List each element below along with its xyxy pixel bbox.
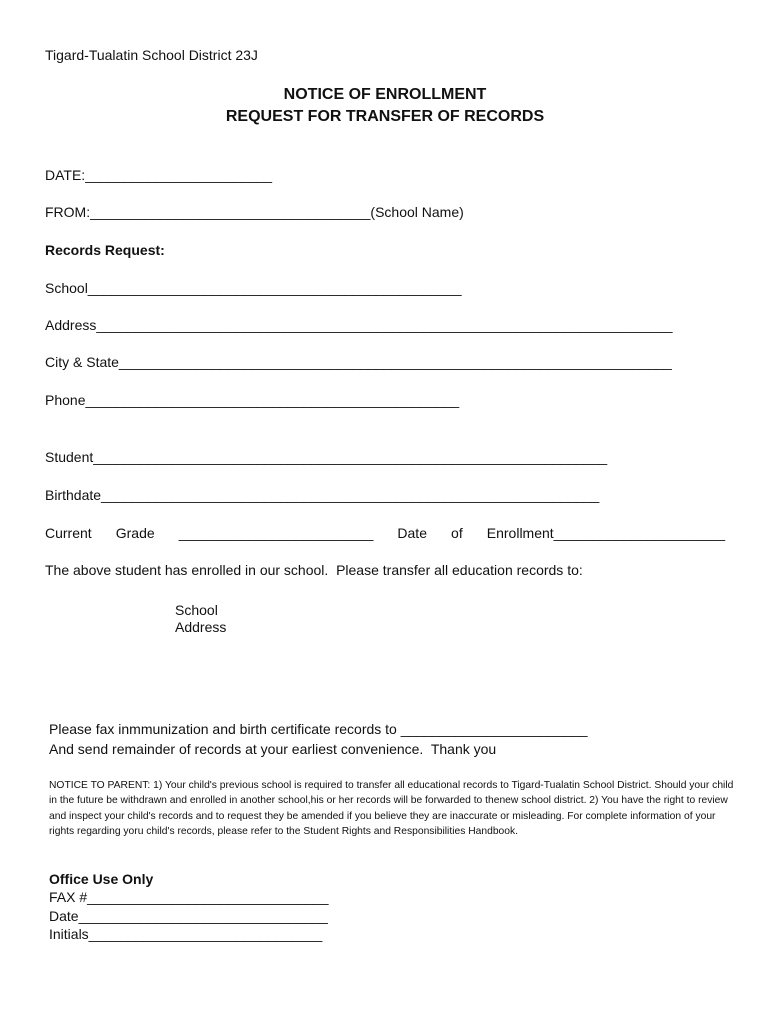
grade-enrollment-row	[45, 525, 725, 541]
transfer-statement: The above student has enrolled in our school. Please transfer all education records to:	[45, 562, 583, 578]
student-field: Student__________________________________________________________________	[45, 449, 608, 465]
enrollment-field: Enrollment______________________	[486, 525, 725, 541]
records-request-heading: Records Request:	[45, 242, 165, 258]
send-remainder-line: And send remainder of records at your earliest convenience. Thank you	[49, 741, 497, 757]
date-label: Date	[397, 525, 427, 541]
office-use-heading: Office Use Only	[49, 871, 154, 887]
from-field: FROM:____________________________________(School Name)	[45, 204, 464, 220]
birthdate-field: Birthdate________________________________________________________________	[45, 487, 600, 503]
notice-to-parent: NOTICE TO PARENT: 1) Your child's previous school is required to transfer all educational records to Tigard-Tualatin School District. Should your child in the future be withdrawn and enrolled in another school,his or her records will be forwarded to thenew school district. 2) You have the right to review and inspect your child's records and to request they be amended if you believe they are inaccurate or misleading. For complete information of your rights regarding yoru child's records, please refer to the Student Rights and Responsibilities Handbook.	[49, 780, 734, 837]
school-label: School	[175, 602, 218, 618]
address-label: Address	[175, 619, 227, 635]
date-field: DATE:________________________	[45, 167, 273, 183]
office-fax-field: FAX #_______________________________	[49, 889, 329, 905]
office-initials-field: Initials______________________________	[49, 926, 323, 942]
form-title: NOTICE OF ENROLLMENT	[283, 86, 487, 103]
fax-request-line: Please fax inmmunization and birth certificate records to ________________________	[49, 721, 588, 737]
school-field: School________________________________________________	[45, 280, 462, 296]
grade-line: _________________________	[178, 525, 374, 541]
city-state-field: City & State_______________________________________________________________________	[45, 354, 672, 370]
office-date-field: Date________________________________	[49, 908, 328, 924]
current-label: Current	[45, 525, 92, 541]
of-label: of	[451, 525, 463, 541]
district-name: Tigard-Tualatin School District 23J	[45, 47, 258, 63]
phone-field: Phone________________________________________________	[45, 392, 460, 408]
form-subtitle: REQUEST FOR TRANSFER OF RECORDS	[225, 108, 545, 125]
grade-label: Grade	[115, 525, 155, 541]
address-field: Address__________________________________________________________________________	[45, 317, 673, 333]
